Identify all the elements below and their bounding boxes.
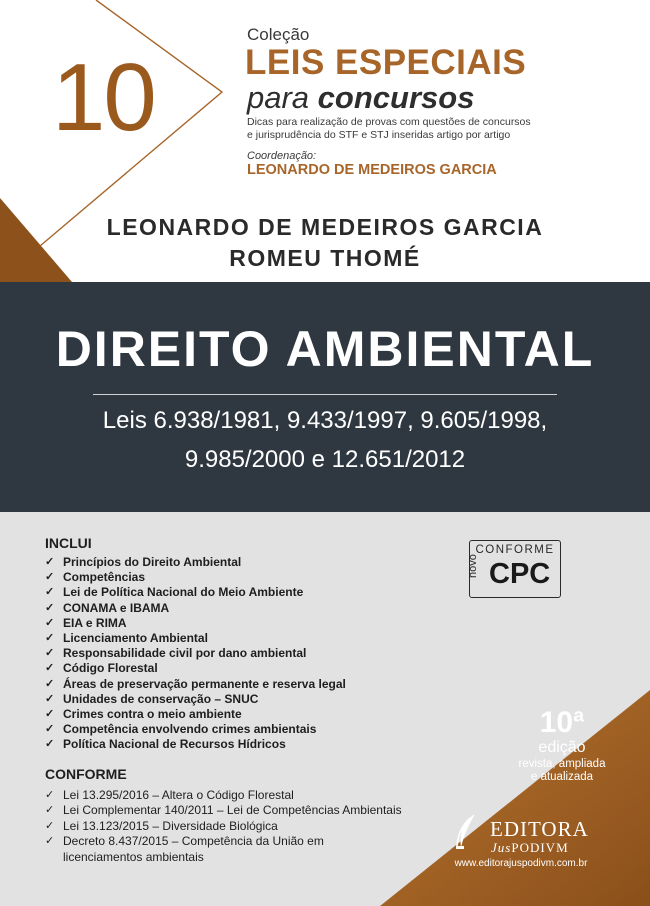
list-item — [45, 631, 346, 646]
list-item — [45, 819, 402, 834]
feather-pen-icon — [453, 812, 483, 852]
check-icon: ✓ — [45, 647, 55, 660]
collection-desc-line2: e jurisprudência do STF e STJ inseridas artigo por artigo — [247, 129, 511, 141]
check-icon: ✓ — [45, 692, 55, 705]
check-icon: ✓ — [45, 738, 55, 751]
check-icon: ✓ — [45, 789, 55, 801]
list-item-text: Decreto 8.437/2015 – Competência da União em — [63, 834, 324, 849]
inclui-heading: INCLUI — [45, 535, 92, 551]
check-icon: ✓ — [45, 804, 55, 817]
check-icon: ✓ — [45, 677, 55, 690]
collection-subtitle — [247, 80, 474, 116]
list-item-text: Responsabilidade civil por dano ambiental — [63, 646, 307, 661]
list-item-text: Política Nacional de Recursos Hídricos — [63, 737, 286, 752]
list-item-text: Lei 13.295/2016 – Altera o Código Florestal — [63, 788, 294, 802]
title-divider — [93, 394, 557, 395]
list-item-text: Licenciamento Ambiental — [63, 630, 208, 645]
check-icon: ✓ — [45, 601, 55, 614]
check-icon: ✓ — [45, 631, 55, 644]
collection-sub-italic: para — [247, 80, 310, 115]
list-item — [45, 570, 346, 585]
list-item-text: Lei 13.123/2015 – Diversidade Biológica — [63, 818, 278, 833]
book-title: DIREITO AMBIENTAL — [55, 321, 595, 377]
check-icon: ✓ — [45, 571, 55, 584]
list-item-continuation: licenciamentos ambientais — [63, 849, 204, 864]
list-item — [45, 834, 402, 865]
check-icon: ✓ — [45, 616, 55, 629]
list-item — [45, 585, 346, 600]
list-item — [45, 737, 346, 752]
list-item-text: CONAMA e IBAMA — [63, 600, 170, 615]
title-band — [0, 282, 650, 512]
collection-title: LEIS ESPECIAIS — [245, 43, 527, 82]
list-item-text: Código Florestal — [63, 661, 158, 676]
list-item — [45, 788, 402, 803]
list-item-text: EIA e RIMA — [63, 615, 127, 630]
list-item-text: Crimes contra o meio ambiente — [63, 706, 242, 721]
list-item — [45, 692, 346, 707]
list-item — [45, 661, 346, 676]
list-item-text: Competências — [63, 570, 146, 585]
subtitle-line-1: Leis 6.938/1981, 9.433/1997, 9.605/1998, — [102, 407, 548, 434]
edition-number: 10ª — [539, 706, 585, 739]
publisher-sub-italic: Jus — [491, 840, 512, 855]
collection-description — [247, 116, 547, 142]
list-item — [45, 707, 346, 722]
inclui-list — [45, 555, 346, 752]
check-icon: ✓ — [45, 662, 55, 675]
cpc-badge-main: CPC — [489, 558, 551, 590]
author-2: ROMEU THOMÉ — [229, 245, 421, 271]
list-item — [45, 677, 346, 692]
publisher-subname — [491, 840, 569, 856]
list-item-text: Lei de Política Nacional do Meio Ambiente — [63, 585, 304, 600]
publisher-name: EDITORA — [490, 817, 589, 841]
check-icon: ✓ — [45, 586, 55, 599]
coordination-label: Coordenação: — [247, 150, 317, 162]
cpc-badge-top: CONFORME — [475, 544, 555, 556]
list-item — [45, 601, 346, 616]
check-icon: ✓ — [45, 723, 55, 736]
list-item-text: Lei Complementar 140/2011 – Lei de Competências Ambientais — [63, 803, 402, 818]
edition-word: edição — [538, 739, 586, 756]
conforme-heading: CONFORME — [45, 766, 127, 782]
check-icon: ✓ — [45, 819, 55, 832]
author-1: LEONARDO DE MEDEIROS GARCIA — [106, 214, 544, 240]
list-item — [45, 803, 402, 818]
check-icon: ✓ — [45, 707, 55, 720]
list-item-text: Áreas de preservação permanente e reserva legal — [63, 676, 346, 691]
edition-description — [507, 758, 617, 783]
list-item — [45, 616, 346, 631]
list-item-text: Unidades de conservação – SNUC — [63, 691, 259, 706]
list-item — [45, 646, 346, 661]
collection-label: Coleção — [247, 25, 310, 44]
publisher-url[interactable]: www.editorajuspodivm.com.br — [454, 858, 588, 869]
edition-desc-line2: e atualizada — [530, 770, 594, 783]
conforme-list — [45, 788, 402, 865]
publisher-sub-rest: PODIVM — [511, 840, 569, 855]
list-item — [45, 555, 346, 570]
cpc-badge-side: novo — [467, 554, 479, 578]
subtitle-line-2: 9.985/2000 e 12.651/2012 — [184, 446, 466, 473]
check-icon: ✓ — [45, 835, 55, 848]
collection-desc-line1: Dicas para realização de provas com questões de concursos — [247, 116, 531, 128]
check-icon: ✓ — [45, 556, 55, 568]
list-item-text: Competência envolvendo crimes ambientais — [63, 722, 317, 737]
collection-sub-bold: concursos — [317, 80, 475, 115]
volume-number: 10 — [52, 44, 155, 151]
list-item — [45, 722, 346, 737]
list-item-text: Princípios do Direito Ambiental — [63, 555, 242, 569]
coordinator-name: LEONARDO DE MEDEIROS GARCIA — [247, 162, 497, 178]
edition-desc-line1: revista, ampliada — [518, 758, 606, 770]
